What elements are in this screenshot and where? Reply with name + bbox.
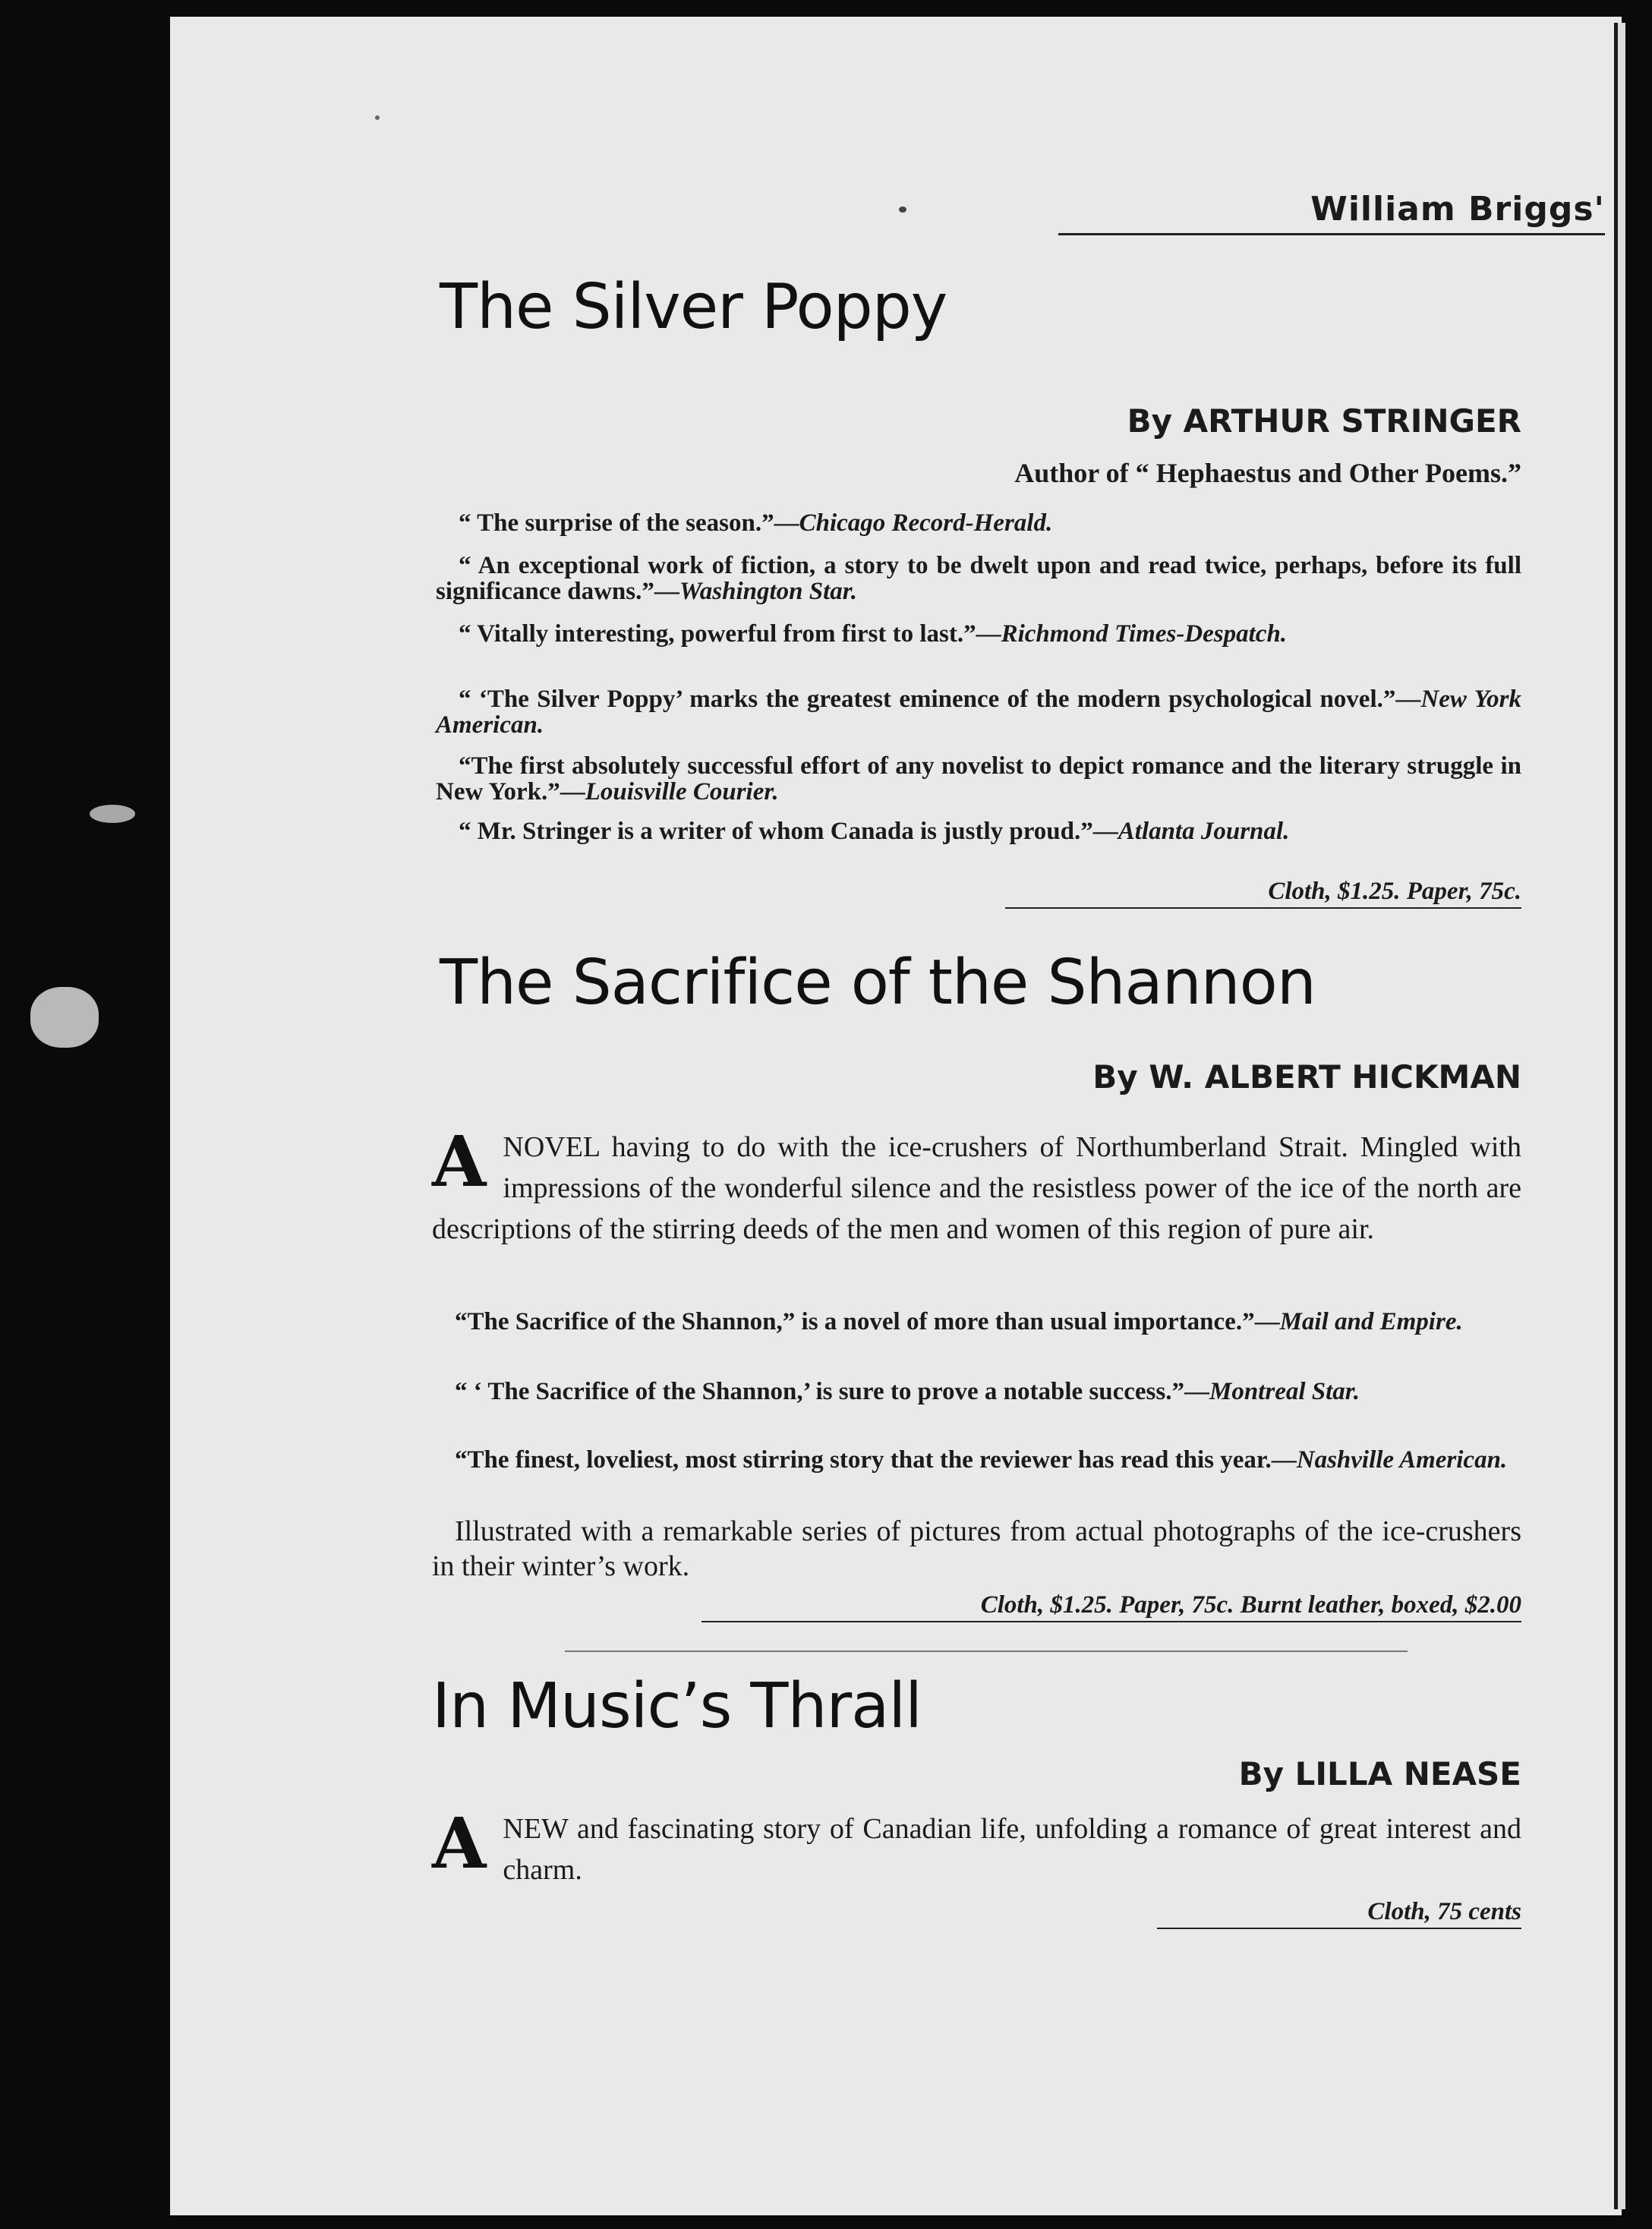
shannon-illustrated-note: Illustrated with a remarkable series of pictures from actual photographs of the ice-crushers in their winter’s work.	[432, 1515, 1521, 1582]
music-price: Cloth, 75 cents	[1157, 1898, 1521, 1929]
print-speck	[899, 207, 906, 213]
silver-poppy-title: The Silver Poppy	[440, 271, 947, 343]
advertisement-page	[170, 17, 1622, 2215]
margin-speck	[30, 987, 99, 1048]
publisher-heading: William Briggs'	[1058, 190, 1605, 235]
print-speck	[375, 115, 380, 120]
silver-poppy-review: “ Mr. Stringer is a writer of whom Canada is justly proud.”—Atlanta Journal.	[459, 818, 1290, 845]
silver-poppy-review: “ The surprise of the season.”—Chicago Record-Herald.	[459, 509, 1053, 537]
silver-poppy-author-of: Author of “ Hephaestus and Other Poems.”	[1014, 458, 1521, 488]
drop-cap: A	[432, 1121, 487, 1203]
shannon-price: Cloth, $1.25. Paper, 75c. Burnt leather, boxed, $2.00	[701, 1591, 1521, 1622]
music-byline: By LILLA NEASE	[1238, 1755, 1521, 1792]
silver-poppy-price: Cloth, $1.25. Paper, 75c.	[1005, 878, 1521, 909]
drop-cap: A	[432, 1802, 487, 1884]
silver-poppy-review: “The first absolutely successful effort of any novelist to depict romance and the literary struggle in New York.”—Louisville Courier.	[436, 752, 1521, 806]
shannon-description: ANOVEL having to do with the ice-crushers of Northumberland Strait. Mingled with impressions of the wonderful silence and the resistless power of the ice of the north are descriptions of the stirring deeds of the men and women of this region of pure air.	[432, 1121, 1521, 1245]
music-title: In Music’s Thrall	[432, 1670, 922, 1742]
silver-poppy-review: “ Vitally interesting, powerful from first to last.”—Richmond Times-Despatch.	[459, 620, 1288, 648]
music-description: ANEW and fascinating story of Canadian life, unfolding a romance of great interest and charm.	[432, 1802, 1521, 1886]
shannon-review: “The Sacrifice of the Shannon,” is a novel of more than usual importance.”—Mail and Empire.	[455, 1308, 1463, 1335]
silver-poppy-review: “ ‘The Silver Poppy’ marks the greatest eminence of the modern psychological novel.”—New York American.	[436, 686, 1521, 739]
shannon-review: “The finest, loveliest, most stirring story that the reviewer has read this year.—Nashville American.	[455, 1446, 1508, 1474]
margin-speck	[90, 805, 135, 823]
shannon-byline: By W. ALBERT HICKMAN	[1092, 1058, 1521, 1096]
silver-poppy-byline: By ARTHUR STRINGER	[1127, 402, 1521, 440]
shannon-review: “ ‘ The Sacrifice of the Shannon,’ is sure to prove a notable success.”—Montreal Star.	[455, 1378, 1360, 1405]
section-divider	[565, 1650, 1408, 1652]
page-edge	[1614, 23, 1625, 2209]
shannon-title: The Sacrifice of the Shannon	[440, 947, 1316, 1019]
silver-poppy-review: “ An exceptional work of fiction, a story to be dwelt upon and read twice, perhaps, before its full significance dawns.”—Washington Star.	[436, 552, 1521, 605]
